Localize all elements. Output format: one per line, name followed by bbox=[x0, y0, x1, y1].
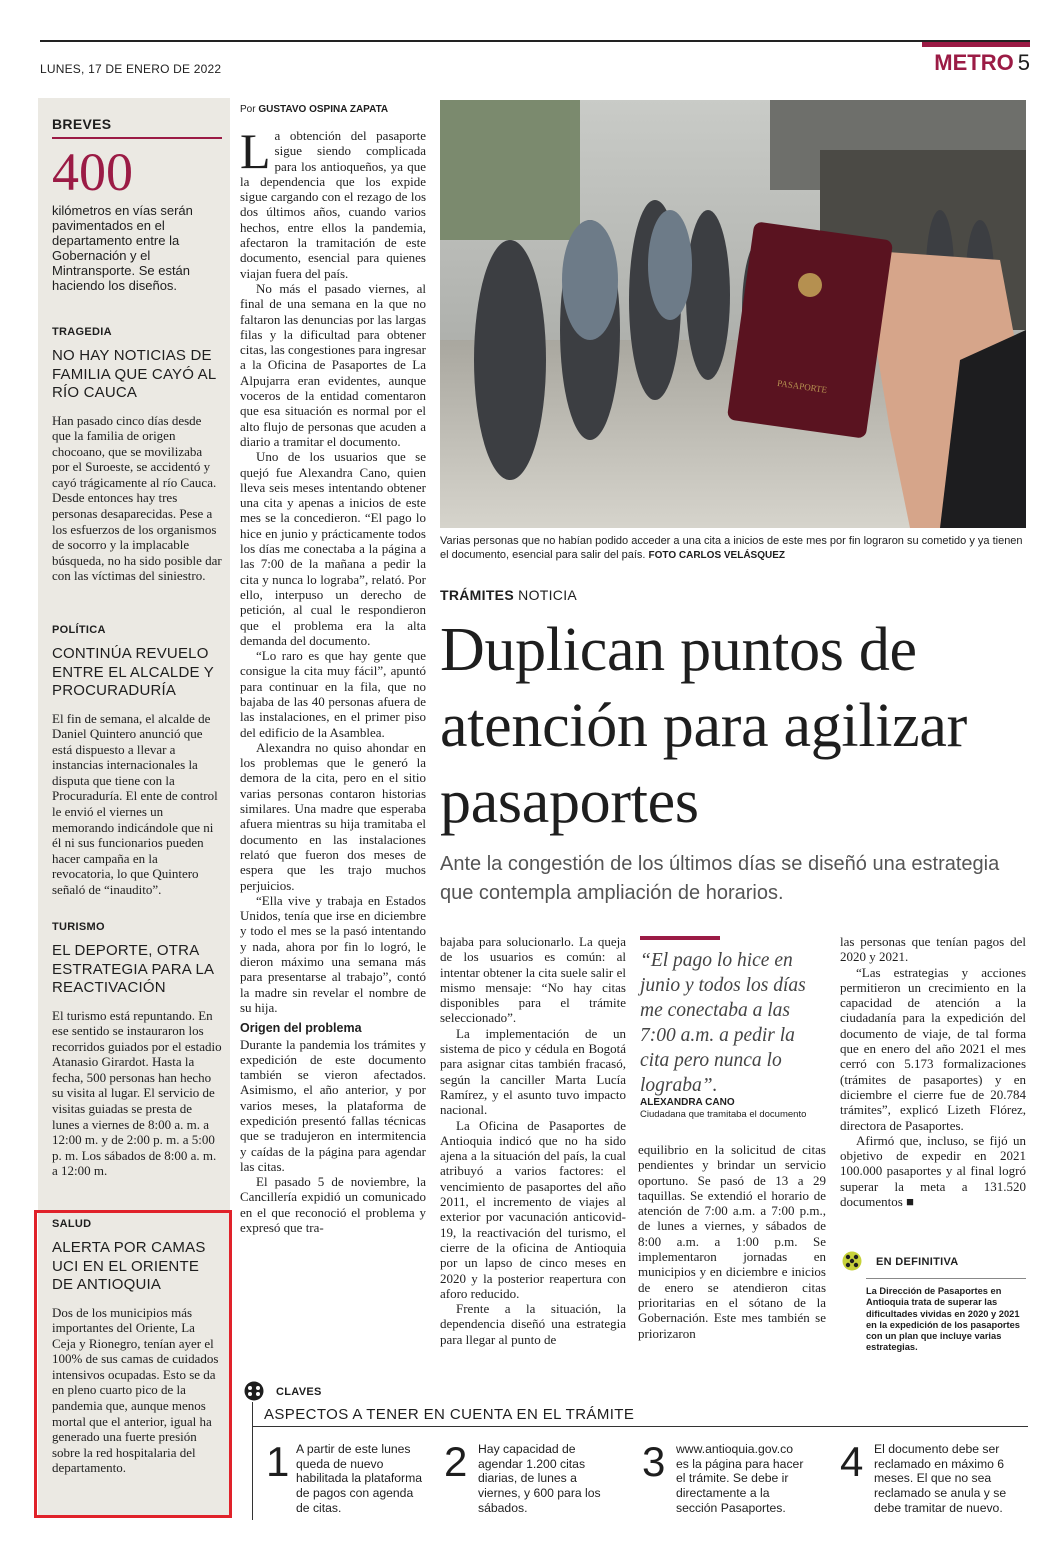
section-tag bbox=[440, 587, 577, 603]
article-paragraph: Alexandra no quiso ahondar en los problemas que le generó la demora de la cita, pero en el sitio varias personas contaron historias similares. Una madre que esperaba afuera mientras su hija tramitaba el documento en las instalaciones relató que fueron dos meses de espera que les trajo muchos perjuicios. bbox=[240, 739, 426, 893]
clave-text: A partir de este lunes queda de nuevo habilitada la plataforma de pagos con agenda de citas. bbox=[296, 1442, 423, 1515]
quote-author: ALEXANDRA CANO bbox=[640, 1097, 735, 1108]
quote-author-role: Ciudadana que tramitaba el documento bbox=[640, 1109, 807, 1120]
article-paragraph: equilibrio en la solicitud de citas pendientes y brindar un servicio oportuno. Se pasó de 13 a 29 taquillas. Se extendió el horario de atención de 7:00 a.m. a 7:00 p.m., de lunes a viernes, y sábados de 8:00 a.m. a 1:00 p.m. Se implementaron jornadas en municipios y en diciembre e inicios de enero se atendieron citas prioritarias en el sótano de la Gobernación. Este mes también se priorizaron bbox=[638, 1142, 826, 1341]
photo-caption bbox=[440, 534, 1026, 563]
claves-rule-vertical bbox=[252, 1402, 253, 1520]
top-rule bbox=[40, 40, 1030, 42]
article-column-3 bbox=[638, 1142, 826, 1341]
article-paragraph: La implementación de un sistema de pico y cédula en Bogotá para asignar citas también fracasó, según la canciller Marta Lucía Ramírez, y el asunto tuvo impacto nacional. bbox=[440, 1025, 626, 1118]
article-paragraph: “Lo raro es que hay gente que consigue la cita muy fácil”, apuntó para continuar en la fila, que no bajaba de las 40 personas afuera de las instalaciones, en el primer piso del edificio de la Asamblea. bbox=[240, 648, 426, 740]
article-paragraph bbox=[840, 1133, 1026, 1209]
clave-number: 2 bbox=[444, 1438, 468, 1485]
brief-kicker: TRAGEDIA bbox=[52, 326, 112, 338]
page-number: 5 bbox=[1017, 50, 1030, 75]
article-paragraph: las personas que tenían pagos del 2020 y 2021. bbox=[840, 934, 1026, 965]
article-paragraph: Uno de los usuarios que se quejó fue Alexandra Cano, quien lleva seis meses intentando obtener una cita y apenas a inicios de este mes se la concedieron. “El pago lo hice en junio y prácticamente todos los días me conectaba a la página a las 7:00 de la mañana a pedir la cita y nunca lo lograba”, relató. Por ello, interpuso un derecho de petición, al cual le respondieron que el problema era la alta demanda del documento. bbox=[240, 449, 426, 648]
page-date: LUNES, 17 DE ENERO DE 2022 bbox=[40, 62, 222, 76]
clave-number: 1 bbox=[266, 1438, 290, 1485]
brief-headline: ALERTA POR CAMAS UCI EN EL ORIENTE DE ANTIOQUIA bbox=[52, 1239, 206, 1293]
salud-highlight-box bbox=[34, 1210, 232, 1518]
passport-photo-illustration bbox=[440, 100, 1026, 528]
article-deck: Ante la congestión de los últimos días se diseñó una estrategia que contempla ampliación de horarios. bbox=[440, 853, 1000, 904]
breves-number: 400 bbox=[52, 142, 133, 202]
article-paragraph bbox=[240, 123, 426, 281]
brief-kicker: SALUD bbox=[52, 1218, 92, 1230]
article-paragraph: bajaba para solucionarlo. La queja de los usuarios es común: al intentar obtener la cita suele salir el mismo mensaje: “No hay citas disponibles para el trámite seleccionado”. bbox=[440, 934, 626, 1026]
byline-author: GUSTAVO OSPINA ZAPATA bbox=[258, 104, 389, 115]
breves-text: kilómetros en vías serán pavimentados en el departamento entre la Gobernación y el Mintransporte. Se están haciendo los diseños. bbox=[52, 203, 193, 293]
brief-politica bbox=[52, 624, 222, 898]
article-column-4 bbox=[840, 934, 1026, 1209]
brief-headline: CONTINÚA REVUELO ENTRE EL ALCALDE Y PROCURADURÍA bbox=[52, 645, 214, 699]
claves-title: ASPECTOS A TENER EN CUENTA EN EL TRÁMITE bbox=[264, 1406, 635, 1423]
photo-credit: FOTO CARLOS VELÁSQUEZ bbox=[648, 550, 786, 561]
claves-rule-horizontal bbox=[252, 1426, 1028, 1427]
tag-light: NOTICIA bbox=[518, 587, 578, 603]
clave-text: El documento debe ser reclamado en máximo 6 meses. El que no sea reclamado se anula y se debe tramitar de nuevo. bbox=[874, 1442, 1007, 1515]
brief-body: Dos de los municipios más importantes del Oriente, La Ceja y Rionegro, tenían ayer el 100% de sus camas de cuidados intensivos ocupadas. Esto se da en pleno cuarto pico de la pandemia que, aunque menos mortal que el anterior, igual ha generado una fuerte presión sobre la red hospitalaria del departamento. bbox=[52, 1304, 219, 1476]
svg-text:PASAPORTE: PASAPORTE bbox=[776, 378, 828, 395]
en-definitiva-icon bbox=[842, 1251, 862, 1271]
article-paragraph: El pasado 5 de noviembre, la Cancillería expidió un comunicado en el que reconoció el problema y expresó que tra- bbox=[240, 1174, 426, 1236]
claves-icon bbox=[244, 1381, 264, 1401]
brief-body: El fin de semana, el alcalde de Daniel Quintero anunció que está dispuesto a llevar a instancias internacionales la disputa que tiene con la Procuraduría. El ente de control le envió el viernes un memorando indicándole que ni él ni sus funcionarios pueden hacer campaña en la revocatoria, lo que Quintero señaló de “inaudito”. bbox=[52, 710, 218, 898]
article-paragraph: Frente a la situación, la dependencia diseñó una estrategia para llegar al punto de bbox=[440, 1301, 626, 1347]
breves-block bbox=[52, 116, 222, 293]
article-headline: Duplican puntos de atención para agilizar pasaportes bbox=[440, 616, 967, 836]
brief-body: El turismo está repuntando. En ese sentido se instauraron los recorridos guiados por el estadio Atanasio Girardot. Hasta la fecha, 500 personas han hecho su visita al lugar. El servicio de visitas guiadas se presta de lunes a viernes de 8:00 a. m. a 12:00 m. y de 2:00 p. m. a 5:00 p. m. Los sábados de 8:00 a. m. a 12:00 m. bbox=[52, 1007, 222, 1179]
section-title bbox=[934, 50, 1030, 76]
en-definitiva-rule bbox=[866, 1278, 1026, 1279]
article-column-1 bbox=[240, 123, 426, 1236]
clave-text: www.antioquia.gov.co es la página para hacer el trámite. Se debe ir directamente a la sección Pasaportes. bbox=[676, 1442, 804, 1515]
pull-quote: “El pago lo hice en junio y todos los días me conectaba a las 7:00 a.m. a pedir la cita pero nunca lo lograba”. bbox=[640, 950, 806, 1096]
quote-rule bbox=[640, 936, 720, 940]
article-paragraph: Durante la pandemia los trámites y expedición de este documento también se vieron afectados. Asimismo, el año anterior, y por varios meses, la plataforma de expedición presentó fallas técnicas que se tradujeron en intermitencia y caídas de la página para agendar las citas. bbox=[240, 1036, 426, 1174]
clave-number: 3 bbox=[642, 1438, 666, 1485]
claves-label: CLAVES bbox=[276, 1386, 322, 1398]
clave-number: 4 bbox=[840, 1438, 864, 1485]
brief-headline: EL DEPORTE, OTRA ESTRATEGIA PARA LA REACTIVACIÓN bbox=[52, 942, 214, 996]
article-paragraph: “Ella vive y trabaja en Estados Unidos, tenía que irse en diciembre y todo el mes se la pasó intentando y nada, ahora por fin lo logró, le dieron máximo una semana más para presentarse al trabajo”, contó la madre sin revelar el nombre de su hija. bbox=[240, 892, 426, 1015]
clave-text: Hay capacidad de agendar 1.200 citas diarias, de lunes a viernes, y 600 para los sábados. bbox=[478, 1442, 601, 1515]
brief-turismo bbox=[52, 921, 222, 1179]
article-paragraph: La Oficina de Pasaportes de Antioquia indicó que no ha sido ajena a la situación del país, la cual atribuyó a varios factores: el vencimiento de pasaportes del año 2011, el incremento de viajes al exterior por vacunación anticovid-19, la reactivación del turismo, el cierre de la oficina de Antioquia por un lapso de cinco meses en 2020 y la posterior reapertura con aforo reducido. bbox=[440, 1117, 626, 1301]
tag-bold: TRÁMITES bbox=[440, 587, 514, 603]
byline-prefix: Por bbox=[240, 104, 256, 115]
breves-rule bbox=[52, 137, 222, 139]
brief-body: Han pasado cinco días desde que la familia de origen chocoano, que se movilizaba por el Suroeste, se accidentó y cayó trágicamente al río Cauca. Desde entonces hay tres personas desaparecidas. Pese a los esfuerzos de los organismos de socorro y la implacable búsqueda, no ha sido posible dar con las víctimas del siniestro. bbox=[52, 412, 222, 584]
en-definitiva-title: EN DEFINITIVA bbox=[876, 1256, 959, 1268]
brief-tragedia bbox=[52, 326, 222, 584]
byline bbox=[240, 104, 388, 115]
caption-text: Varias personas que no habían podido acceder a una cita a inicios de este mes por fin lograron su cometido y ya tienen el documento, esencial para salir del país. bbox=[440, 535, 1023, 561]
paragraph-text: a obtención del pasaporte sigue siendo complicada para los antioqueños, ya que la dependencia que los expide sigue cargando con el rezago de los dos últimos años, cuando varios hechos, entre ellos la pandemia, afectaron la tramitación de este documento, esencial para quienes viajan fuera del país. bbox=[240, 128, 426, 281]
article-column-2 bbox=[440, 934, 626, 1347]
drop-cap: L bbox=[240, 123, 271, 179]
paragraph-text: Afirmó que, incluso, se fijó un objetivo de expedir en 2021 100.000 pasaportes y al final logró superar la meta a 131.520 documentos bbox=[840, 1132, 1026, 1210]
section-bar bbox=[922, 42, 1030, 47]
article-paragraph: “Las estrategias y acciones permitieron un crecimiento en la capacidad de atención a la ciudadanía para la expedición del documento de viaje, de tal forma que en enero del año 2021 el mes cerró con 5.173 formalizaciones (trámites de pasaportes) y en diciembre el cierre fue de 20.784 trámites”, explicó Lizeth Flórez, directora de Pasaportes. bbox=[840, 964, 1026, 1133]
end-mark: ■ bbox=[906, 1194, 914, 1210]
en-definitiva-text: La Dirección de Pasaportes en Antioquia trata de superar las dificultades vividas en 2020 y 2021 en la expedición de los pasaportes con un plan que incluye varias estrategias. bbox=[866, 1286, 1020, 1353]
article-paragraph: No más el pasado viernes, al final de una semana en la que no faltaron las denuncias por las largas filas y la dificultad para obtener citas, las congestiones para ingresar a la Oficina de Pasaportes de La Alpujarra eran evidentes, aunque voceros de la entidad comentaron que esa situación es normal por el alto flujo de personas que acuden a diario a tramitar el documento. bbox=[240, 280, 426, 449]
brief-kicker: POLÍTICA bbox=[52, 624, 106, 636]
breves-label: BREVES bbox=[52, 116, 112, 132]
article-subhead: Origen del problema bbox=[240, 1021, 362, 1036]
section-name: METRO bbox=[934, 50, 1014, 75]
brief-kicker: TURISMO bbox=[52, 921, 105, 933]
article-photo bbox=[440, 100, 1026, 528]
brief-headline: NO HAY NOTICIAS DE FAMILIA QUE CAYÓ AL RÍO CAUCA bbox=[52, 347, 216, 401]
